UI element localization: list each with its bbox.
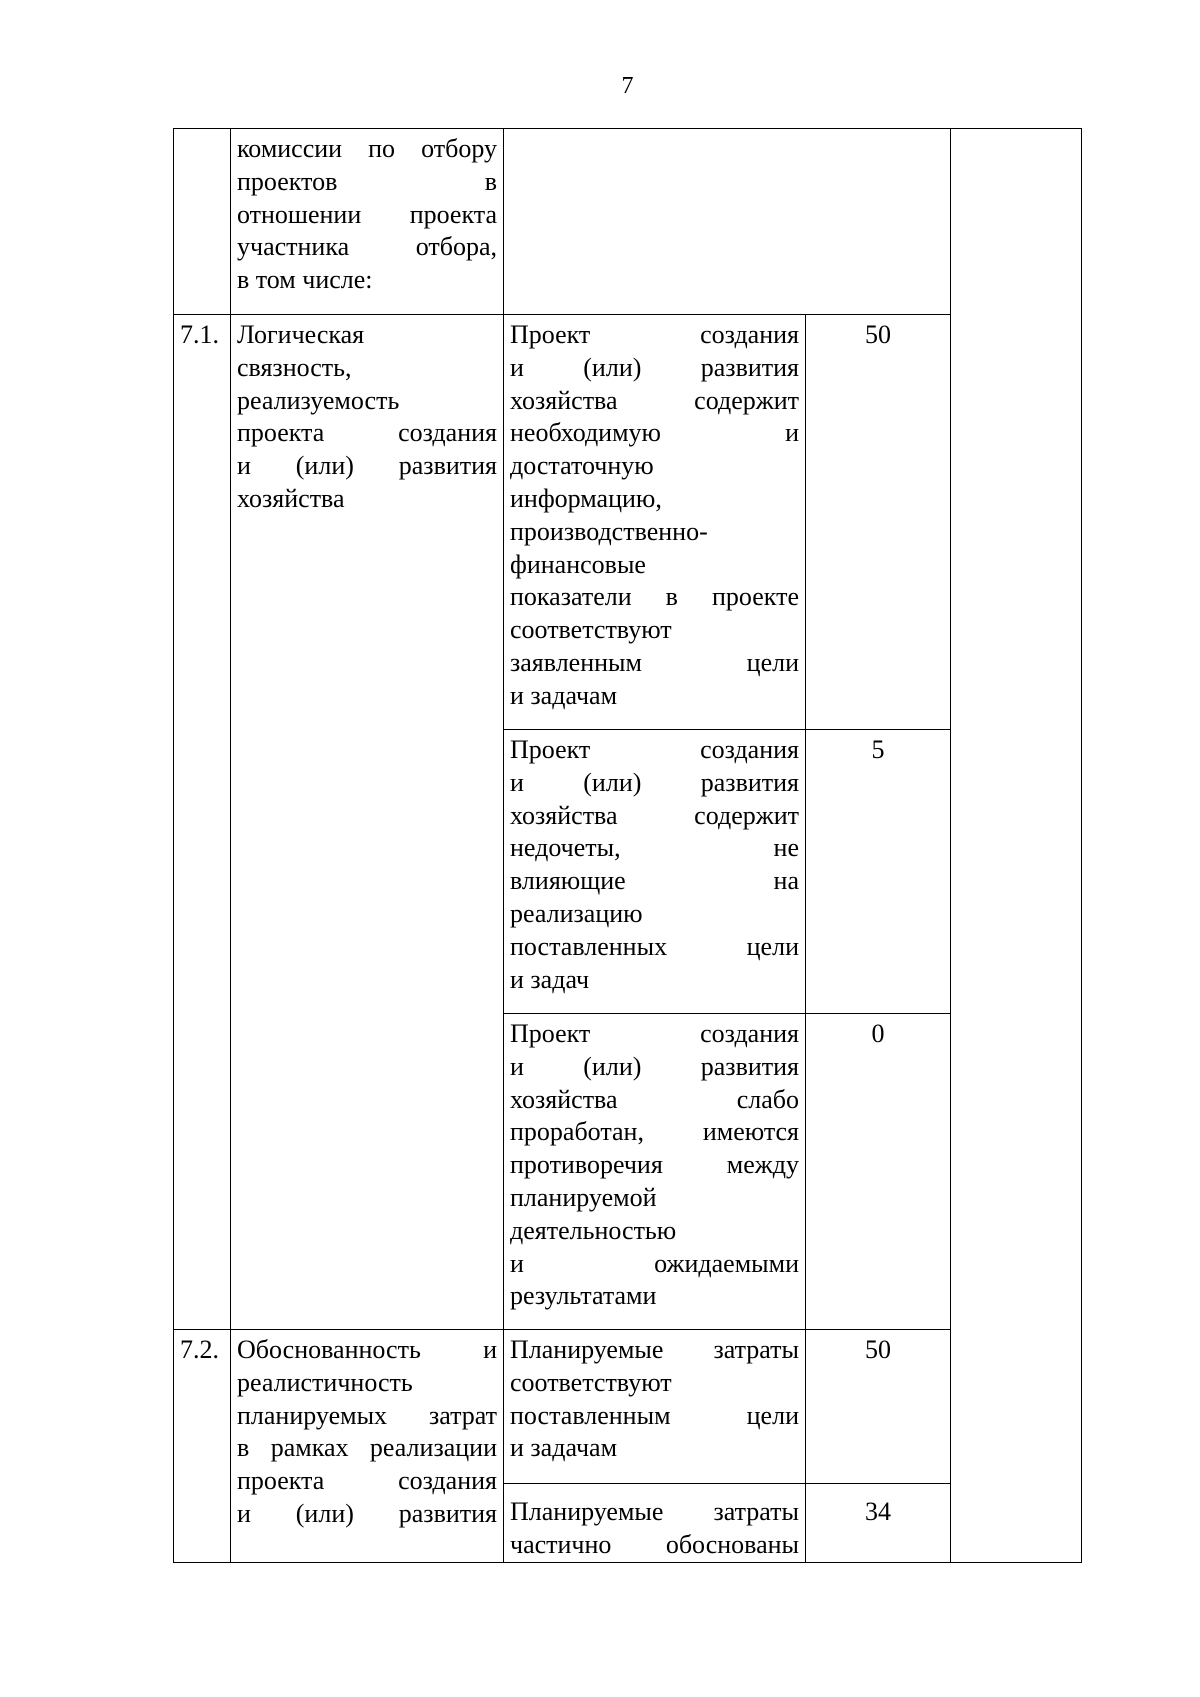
- description-line: частично обоснованы: [510, 1529, 799, 1559]
- criterion-line: проекта создания: [237, 1466, 497, 1496]
- description-cell-empty: [504, 129, 951, 315]
- criterion-7-2: [231, 1330, 504, 1563]
- option-description-7-2-2: [504, 1484, 806, 1563]
- criterion-line: в том числе:: [237, 265, 373, 295]
- description-line: Проект создания: [510, 320, 799, 349]
- score-7-1-1: 50: [806, 315, 951, 730]
- description-line: Планируемые затраты: [510, 1335, 799, 1364]
- criterion-line: в рамках реализации: [237, 1433, 497, 1463]
- description-line: финансовые: [510, 549, 646, 579]
- score-7-2-1: 50: [806, 1330, 951, 1484]
- description-line: влияющие на: [510, 866, 799, 896]
- description-line: и (или) развития: [510, 352, 799, 382]
- table-row-7-1-option-1: [174, 315, 1082, 730]
- row-number-cell: [174, 129, 231, 315]
- criterion-7-1: [231, 315, 504, 1330]
- criterion-line: реализуемость: [237, 385, 400, 415]
- description-line: планируемой: [510, 1182, 657, 1212]
- score-7-1-3: 0: [806, 1014, 951, 1330]
- description-line: Планируемые затраты: [510, 1497, 799, 1526]
- description-line: и задачам: [510, 1433, 618, 1463]
- criterion-line: связность,: [237, 352, 352, 382]
- criterion-line: проекта создания: [237, 418, 497, 448]
- description-line: поставленным цели: [510, 1400, 799, 1430]
- notes-column-cell: [951, 129, 1082, 1563]
- criterion-cell: [231, 129, 504, 315]
- score-7-2-2: 34: [806, 1484, 951, 1563]
- description-line: Проект создания: [510, 735, 799, 764]
- description-line: недочеты, не: [510, 833, 799, 863]
- description-line: противоречия между: [510, 1150, 799, 1180]
- description-line: необходимую и: [510, 418, 799, 448]
- description-line: хозяйства содержит: [510, 800, 799, 830]
- criterion-line: Обоснованность и: [237, 1335, 497, 1364]
- criterion-line: реалистичность: [237, 1367, 413, 1397]
- criterion-line: и (или) развития: [237, 451, 497, 481]
- criterion-line: хозяйства: [237, 483, 345, 513]
- score-7-1-2: 5: [806, 730, 951, 1014]
- description-line: соответствуют: [510, 615, 672, 645]
- description-line: и (или) развития: [510, 1051, 799, 1081]
- description-line: и (или) развития: [510, 767, 799, 797]
- criterion-line: отношении проекта: [237, 199, 497, 229]
- description-line: заявленным цели: [510, 647, 799, 677]
- description-line: производственно-: [510, 516, 708, 546]
- table-row-7-2-option-1: [174, 1330, 1082, 1484]
- criterion-line: и (или) развития: [237, 1498, 497, 1528]
- description-line: хозяйства содержит: [510, 385, 799, 415]
- description-line: результатами: [510, 1281, 657, 1311]
- description-line: деятельностью: [510, 1215, 677, 1245]
- option-description-7-1-2: [504, 730, 806, 1014]
- criterion-line: комиссии по отбору: [237, 134, 497, 163]
- description-line: соответствуют: [510, 1367, 672, 1397]
- criterion-line: проектов в: [237, 166, 497, 196]
- description-line: достаточную: [510, 451, 654, 481]
- description-line: информацию,: [510, 483, 662, 513]
- criteria-table: [173, 128, 1082, 1563]
- row-number-7-1: 7.1.: [174, 315, 231, 1330]
- criterion-line: Логическая: [237, 320, 365, 349]
- option-description-7-1-1: [504, 315, 806, 730]
- criterion-line: планируемых затрат: [237, 1400, 497, 1430]
- description-line: реализацию: [510, 898, 643, 928]
- row-number-7-2: 7.2.: [174, 1330, 231, 1563]
- description-line: проработан, имеются: [510, 1117, 799, 1147]
- option-description-7-2-1: [504, 1330, 806, 1484]
- table-row-continued: [174, 129, 1082, 315]
- description-line: и ожидаемыми: [510, 1248, 799, 1278]
- description-line: Проект создания: [510, 1019, 799, 1048]
- description-line: и задач: [510, 964, 590, 994]
- criterion-line: участника отбора,: [237, 232, 497, 262]
- page-number: 7: [621, 73, 634, 99]
- description-line: показатели в проекте: [510, 582, 799, 612]
- description-line: и задачам: [510, 680, 618, 710]
- option-description-7-1-3: [504, 1014, 806, 1330]
- description-line: хозяйства слабо: [510, 1084, 799, 1114]
- description-line: поставленных цели: [510, 931, 799, 961]
